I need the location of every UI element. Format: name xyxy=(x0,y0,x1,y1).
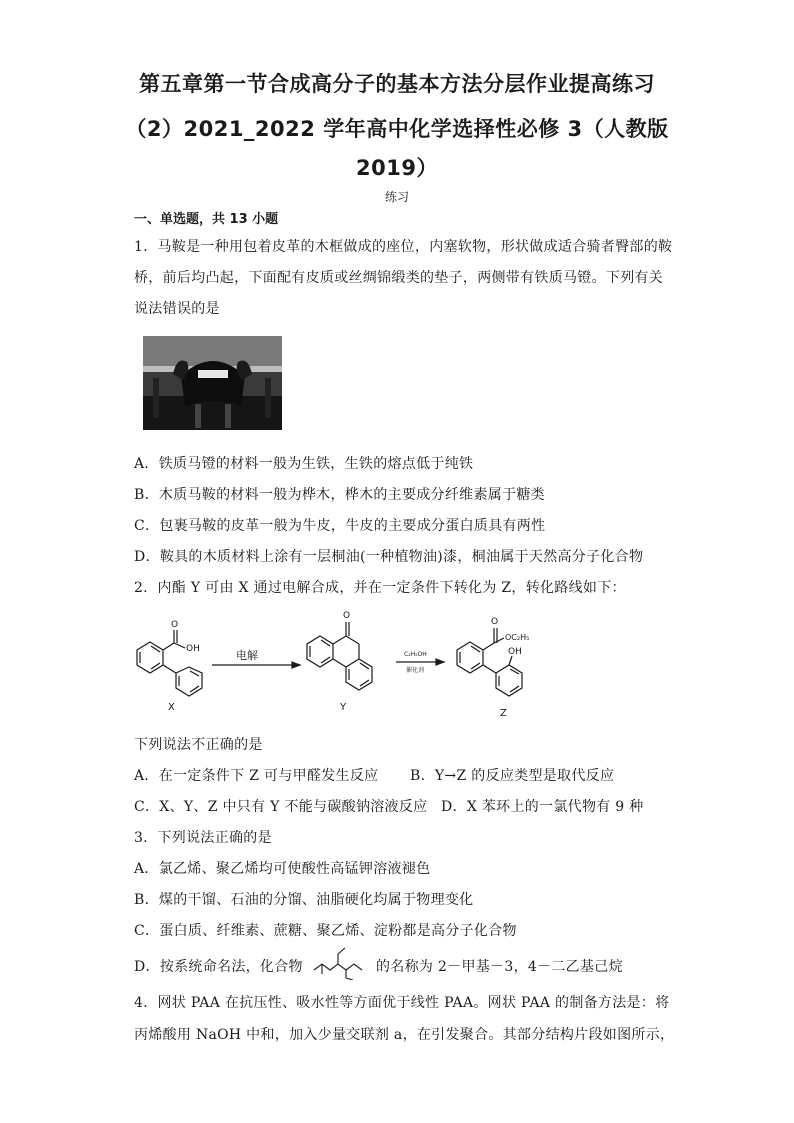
molecule-z-label: Z xyxy=(500,708,507,719)
q2-option-d: D．X 苯环上的一氯代物有 9 种 xyxy=(441,799,644,815)
z-oh-label: OH xyxy=(508,647,522,657)
q2-question: 下列说法不正确的是 xyxy=(134,737,263,753)
q1-stem-line-2: 桥，前后均凸起，下面配有皮质或丝绸锦缎类的垫子，两侧带有铁质马镫。下列有关 xyxy=(134,270,664,286)
q3-option-b: B．煤的干馏、石油的分馏、油脂硬化均属于物理变化 xyxy=(134,892,474,908)
q1-option-a: A．铁质马镫的材料一般为生铁，生铁的熔点低于纯铁 xyxy=(134,456,474,472)
arrow-1-label: 电解 xyxy=(236,649,258,662)
molecule-x-structure xyxy=(137,630,202,696)
skeletal-formula-image xyxy=(312,944,364,980)
q3-option-d-suffix: 的名称为 2－甲基－3，4－二乙基己烷 xyxy=(376,959,623,975)
q1-stem-line-1: 1．马鞍是一种用包着皮革的木框做成的座位，内塞软物，形状做成适合骑者臀部的鞍 xyxy=(134,239,673,255)
arrow-2-label-bottom: 催化剂 xyxy=(406,667,425,674)
q2-option-a: A．在一定条件下 Z 可与甲醛发生反应 xyxy=(134,768,379,784)
z-ester-group-label: OC₂H₅ xyxy=(505,633,530,642)
q1-option-b: B．木质马鞍的材料一般为桦木，桦木的主要成分纤维素属于糖类 xyxy=(134,487,545,503)
q1-stem-line-3: 说法错误的是 xyxy=(134,301,220,317)
reaction-scheme xyxy=(130,602,560,727)
y-carbonyl-o-label: O xyxy=(343,611,351,621)
document-title-line-1: 第五章第一节合成高分子的基本方法分层作业提高练习 xyxy=(139,72,655,96)
q2-stem: 2．内酯 Y 可由 X 通过电解合成，并在一定条件下转化为 Z，转化路线如下： xyxy=(134,580,626,596)
q1-option-c: C．包裹马鞍的皮革一般为牛皮，牛皮的主要成分蛋白质具有两性 xyxy=(134,518,546,534)
document-title-line-2: （2）2021_2022 学年高中化学选择性必修 3（人教版 xyxy=(125,117,669,141)
q3-stem: 3．下列说法正确的是 xyxy=(134,830,272,846)
x-oh-label: OH xyxy=(186,644,200,654)
molecule-x-label: X xyxy=(168,702,175,713)
molecule-y-label: Y xyxy=(340,702,347,713)
document-title-line-3: 2019） xyxy=(356,156,438,180)
q1-option-d: D．鞍具的木质材料上涂有一层桐油(一种植物油)漆，桐油属于天然高分子化合物 xyxy=(134,549,644,565)
q3-option-c: C．蛋白质、纤维素、蔗糖、聚乙烯、淀粉都是高分子化合物 xyxy=(134,923,517,939)
subtitle: 练习 xyxy=(384,190,409,204)
q3-option-d-prefix: D．按系统命名法，化合物 xyxy=(134,959,303,975)
q3-option-a: A．氯乙烯、聚乙烯均可使酸性高锰钾溶液褪色 xyxy=(134,861,431,877)
q4-stem-line-1: 4．网状 PAA 在抗压性、吸水性等方面优于线性 PAA。网状 PAA 的制备方法是：将 xyxy=(134,995,670,1011)
q2-option-b: B．Y→Z 的反应类型是取代反应 xyxy=(410,768,615,784)
section-heading: 一、单选题，共 13 小题 xyxy=(134,212,279,227)
q4-stem-line-2: 丙烯酸用 NaOH 中和，加入少量交联剂 a，在引发聚合。其部分结构片段如图所示， xyxy=(134,1027,675,1043)
q2-option-c: C．X、Y、Z 中只有 Y 不能与碳酸钠溶液反应 xyxy=(134,799,428,815)
x-carbonyl-o-label: O xyxy=(171,620,179,630)
saddle-photo xyxy=(143,336,282,430)
molecule-y-structure xyxy=(307,622,372,690)
arrow-2-label-top: C₂H₅OH xyxy=(404,651,427,658)
z-carbonyl-o-label: O xyxy=(491,617,499,627)
